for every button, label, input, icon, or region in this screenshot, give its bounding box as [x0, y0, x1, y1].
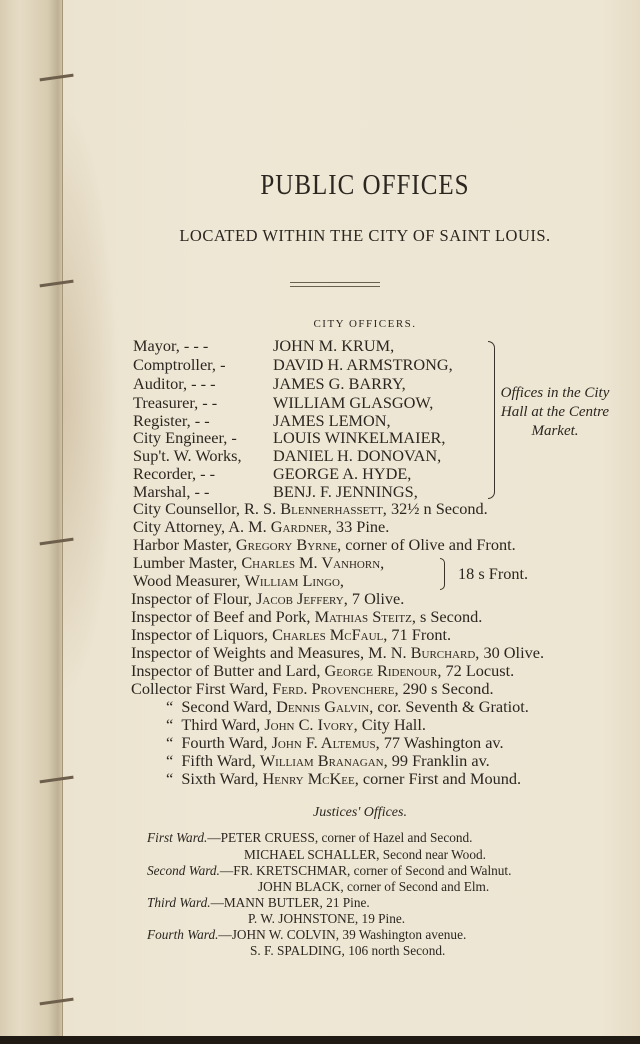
justice-entry: S. F. SPALDING, 106 north Second.: [250, 943, 446, 958]
officers-brace: [488, 341, 495, 499]
section-heading-city-officers: CITY OFFICERS.: [313, 318, 417, 330]
justice-entry: Second Ward.—FR. KRETSCHMAR, corner of Second and Walnut.: [147, 863, 512, 878]
officer-name: BENJ. F. JENNINGS,: [273, 482, 418, 501]
officer-name: LOUIS WINKELMAIER,: [273, 428, 446, 447]
officer-entry: Inspector of Flour, Jacob Jeffery, 7 Olive.: [131, 589, 405, 608]
justice-entry: JOHN BLACK, corner of Second and Elm.: [258, 879, 490, 894]
officer-entry: Inspector of Beef and Pork, Mathias Steitz, s Second.: [131, 607, 483, 626]
collector-entry: “ Fifth Ward, William Branagan, 99 Franklin av.: [166, 751, 490, 770]
officer-name: JOHN M. KRUM,: [273, 336, 395, 355]
lumber-wood-address: 18 s Front.: [458, 564, 529, 583]
office-label: Marshal, - -: [133, 482, 210, 501]
office-label: Treasurer, - -: [133, 393, 218, 412]
officer-entry: Inspector of Butter and Lard, George Ridenour, 72 Locust.: [131, 661, 515, 680]
lumber-brace: [440, 558, 445, 590]
officer-entry: Wood Measurer, William Lingo,: [133, 571, 344, 590]
office-label: Sup't. W. Works,: [133, 446, 242, 465]
justice-entry: First Ward.—PETER CRUESS, corner of Hazel and Second.: [147, 830, 473, 845]
office-label: Mayor, - - -: [133, 336, 209, 355]
offices-location-note: Offices in the City Hall at the Centre Market.: [500, 385, 610, 439]
page-bottom-edge: [0, 1036, 640, 1044]
officer-entry: Collector First Ward, Ferd. Provenchere, 290 s Second.: [131, 679, 494, 698]
collector-entry: “ Fourth Ward, John F. Altemus, 77 Washington av.: [166, 733, 504, 752]
justice-entry: Third Ward.—MANN BUTLER, 21 Pine.: [147, 895, 370, 910]
office-label: Recorder, - -: [133, 464, 216, 483]
office-label: City Engineer, -: [133, 428, 237, 447]
page-title: PUBLIC OFFICES: [260, 169, 470, 201]
collector-entry: “ Sixth Ward, Henry McKee, corner First and Mound.: [166, 769, 522, 788]
justice-entry: MICHAEL SCHALLER, Second near Wood.: [244, 847, 486, 862]
officer-name: JAMES G. BARRY,: [273, 374, 406, 393]
officer-entry: Harbor Master, Gregory Byrne, corner of Olive and Front.: [133, 535, 516, 554]
book-spine: [0, 0, 63, 1036]
title-rule: [290, 282, 380, 287]
office-label: Register, - -: [133, 411, 210, 430]
collector-entry: “ Second Ward, Dennis Galvin, cor. Seventh & Gratiot.: [166, 697, 529, 716]
officer-entry: Lumber Master, Charles M. Vanhorn,: [133, 553, 385, 572]
officer-entry: City Counsellor, R. S. Blennerhassett, 32½ n Second.: [133, 499, 488, 518]
justice-entry: Fourth Ward.—JOHN W. COLVIN, 39 Washington avenue.: [147, 927, 467, 942]
officer-name: WILLIAM GLASGOW,: [273, 393, 434, 412]
officer-entry: Inspector of Liquors, Charles McFaul, 71 Front.: [131, 625, 452, 644]
justice-entry: P. W. JOHNSTONE, 19 Pine.: [248, 911, 406, 926]
office-label: Comptroller, -: [133, 355, 226, 374]
page-subtitle: LOCATED WITHIN THE CITY OF SAINT LOUIS.: [179, 226, 551, 245]
office-label: Auditor, - - -: [133, 374, 216, 393]
officer-name: DANIEL H. DONOVAN,: [273, 446, 442, 465]
officer-entry: Inspector of Weights and Measures, M. N. Burchard, 30 Olive.: [131, 643, 545, 662]
officer-name: GEORGE A. HYDE,: [273, 464, 412, 483]
justices-heading: Justices' Offices.: [313, 805, 407, 820]
officer-name: DAVID H. ARMSTRONG,: [273, 355, 453, 374]
officer-name: JAMES LEMON,: [273, 411, 391, 430]
officer-entry: City Attorney, A. M. Gardner, 33 Pine.: [133, 517, 390, 536]
collector-entry: “ Third Ward, John C. Ivory, City Hall.: [166, 715, 426, 734]
